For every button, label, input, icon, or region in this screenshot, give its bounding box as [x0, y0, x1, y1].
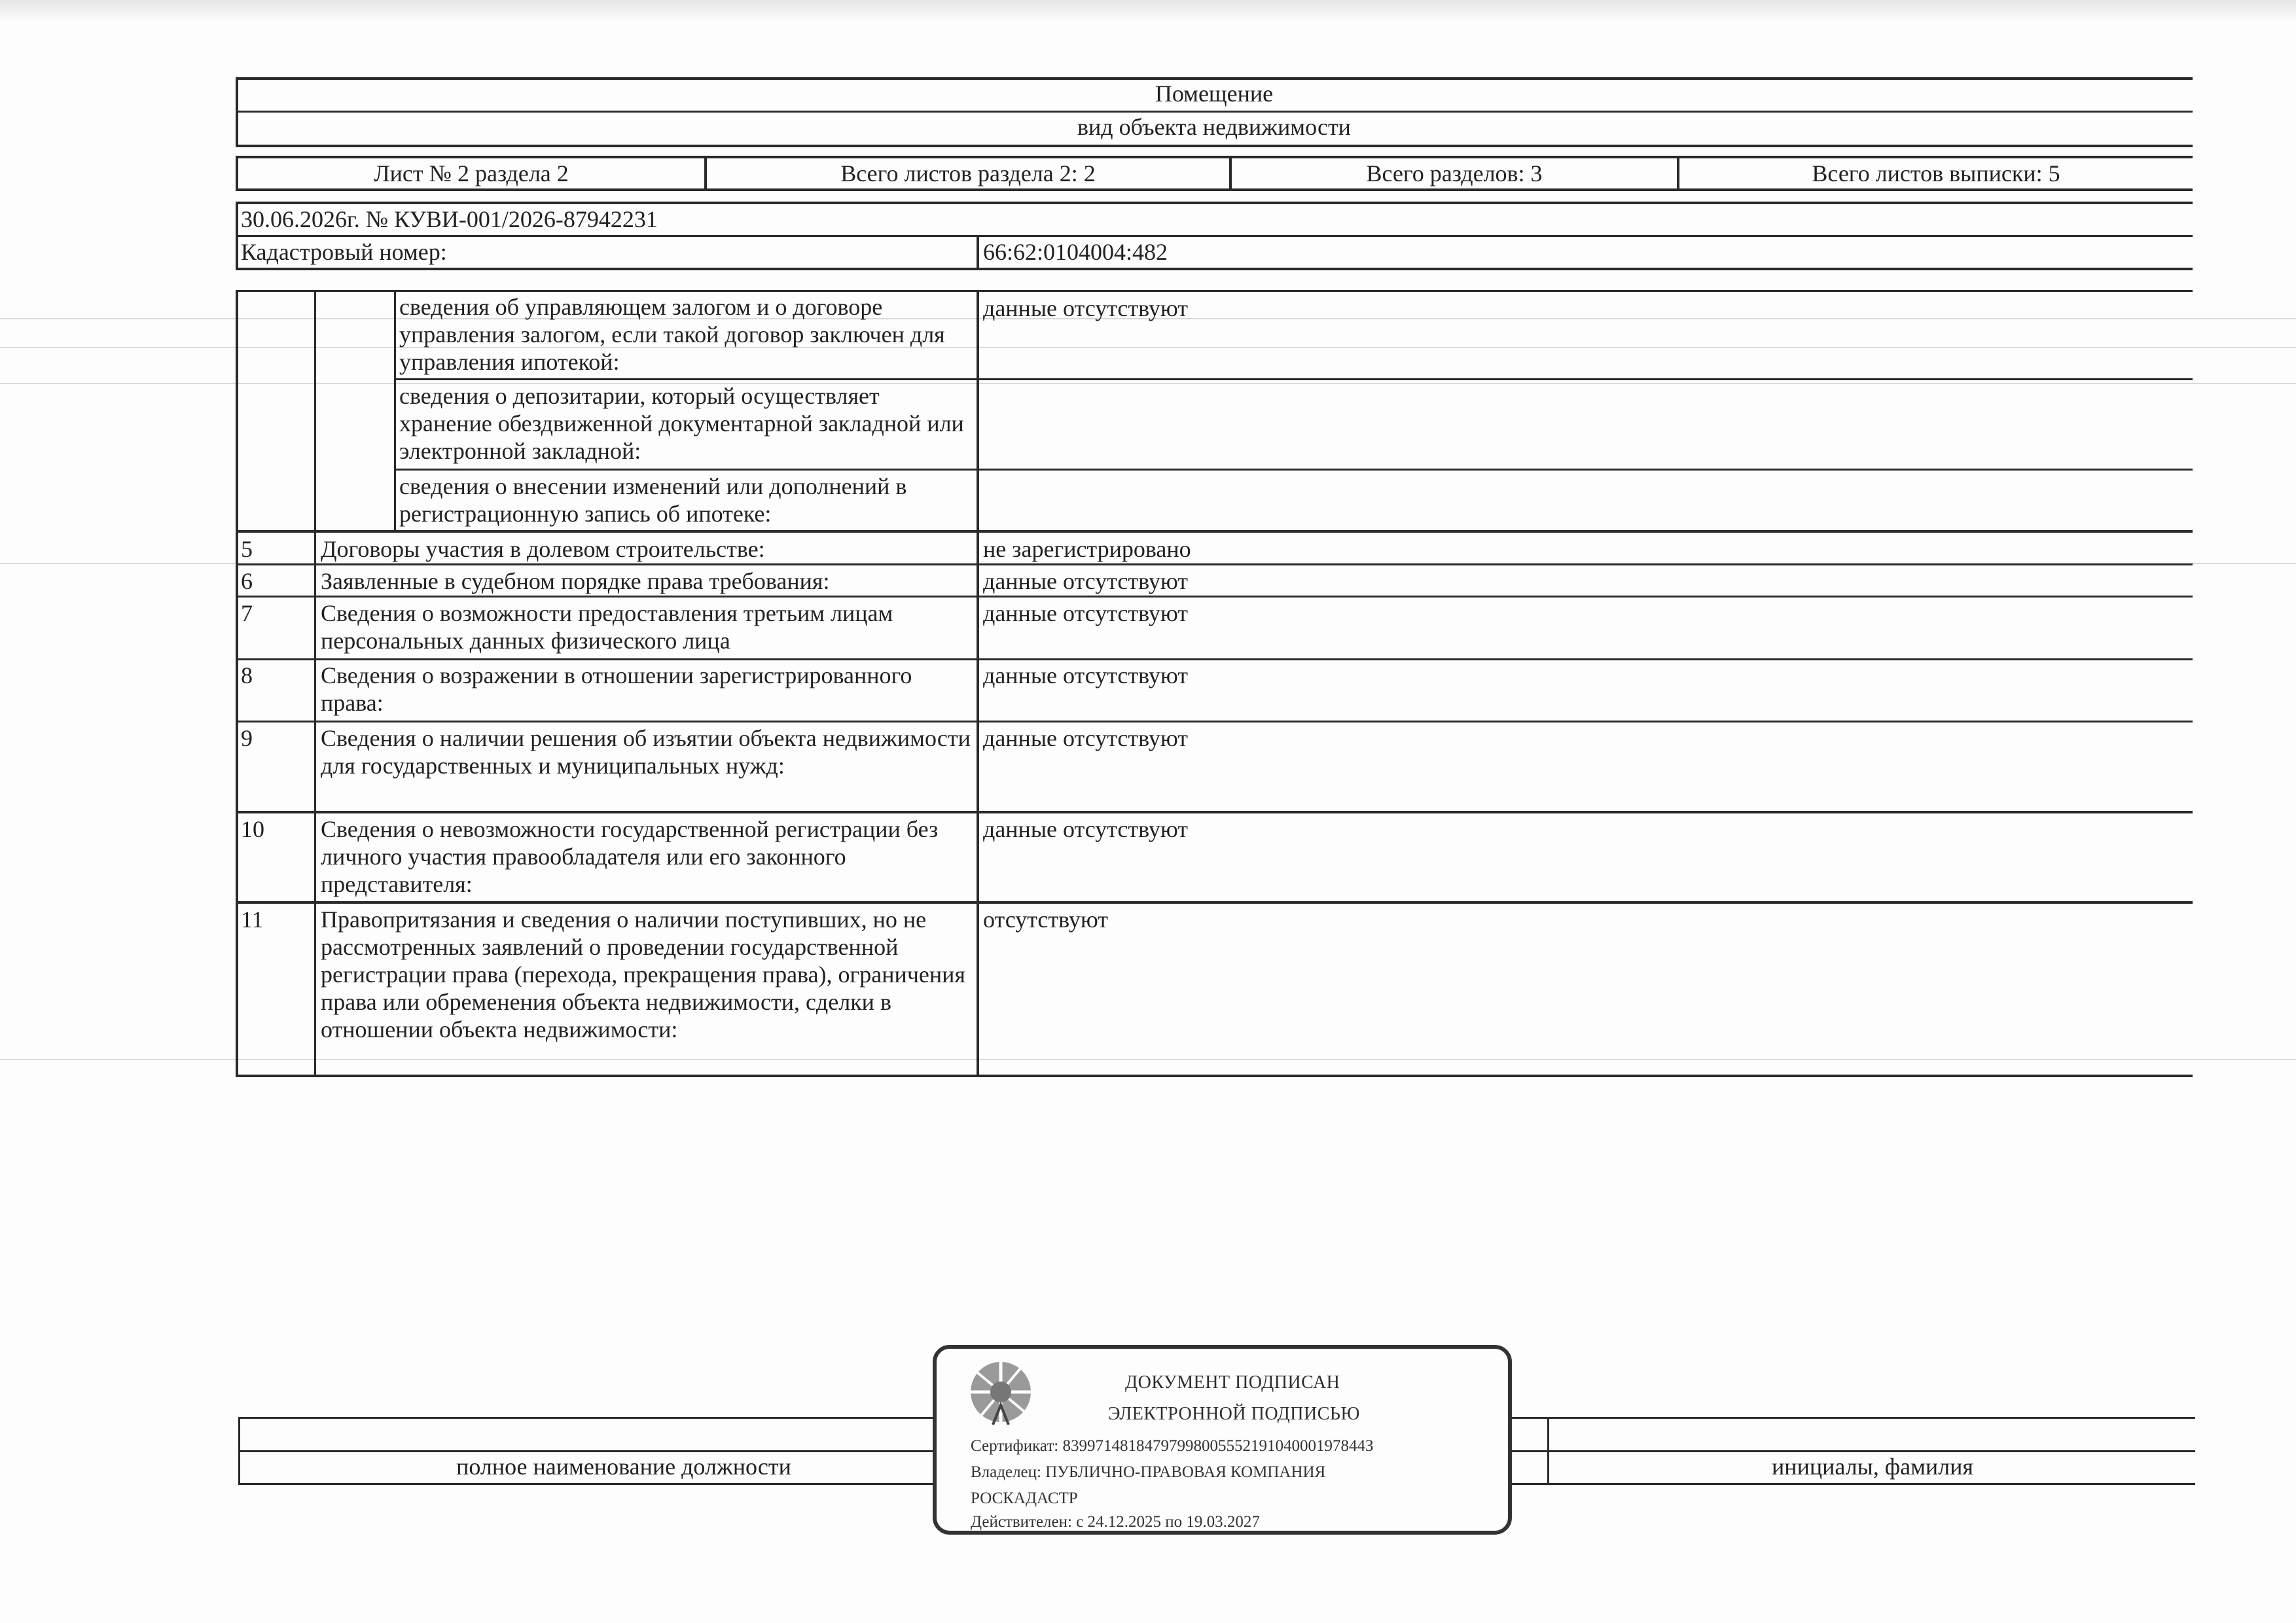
row-number: 9 — [241, 725, 253, 751]
row-label: Правопритязания и сведения о наличии поступивших, но не рассмотренных заявлений о проведении государственной регистрации права (перехода, прекращения права), ограничения права или обременения объекта недвижимости, сделки в отношении объекта недвижимости: — [321, 906, 965, 1043]
row-label: Договоры участия в долевом строительстве: — [321, 536, 765, 562]
subrow-label: сведения о депозитарии, который осуществляет хранение обездвиженной документарной закладной или электронной закладной: — [399, 383, 964, 464]
stamp-certificate: Сертификат: 8399714818479799800555219104000197844З — [971, 1437, 1374, 1455]
sheet-number: Лист № 2 раздела 2 — [374, 160, 569, 187]
subrow-value: данные отсутствуют — [983, 295, 1188, 321]
stamp-validity: Действителен: с 24.12.2025 по 19.03.2027 — [971, 1513, 1260, 1531]
row-value: данные отсутствуют — [983, 568, 1188, 594]
row-value: данные отсутствуют — [983, 600, 1188, 626]
stamp-owner: Владелец: ПУБЛИЧНО-ПРАВОВАЯ КОМПАНИЯ — [971, 1463, 1326, 1481]
cadastral-label: Кадастровый номер: — [241, 239, 447, 265]
scan-artifact-line — [0, 383, 2296, 384]
scan-artifact-line — [0, 347, 2296, 348]
row-number: 8 — [241, 662, 253, 688]
total-sheets-section: Всего листов раздела 2: 2 — [840, 160, 1096, 187]
subrow-label: сведения о внесении изменений или дополнений в регистрационную запись об ипотеке: — [399, 473, 907, 527]
row-value: не зарегистрировано — [983, 536, 1191, 562]
subrow-label: сведения об управляющем залогом и о договоре управления залогом, если такой договор заключен для управления ипотекой: — [399, 294, 945, 375]
row-label: Сведения о наличии решения об изъятии объекта недвижимости для государственных и муниципальных нужд: — [321, 725, 971, 779]
row-value: данные отсутствуют — [983, 725, 1188, 751]
row-value: данные отсутствуют — [983, 816, 1188, 842]
e-signature-stamp — [933, 1345, 1512, 1535]
cadastral-number: 66:62:0104004:482 — [983, 239, 1168, 265]
row-number: 7 — [241, 600, 253, 626]
scan-shade — [0, 0, 2296, 22]
stamp-title-line1: ДОКУМЕНТ ПОДПИСАН — [1125, 1372, 1340, 1393]
name-caption: инициалы, фамилия — [1772, 1454, 1973, 1480]
row-number: 11 — [241, 906, 264, 933]
row-value: отсутствуют — [983, 906, 1109, 933]
row-number: 5 — [241, 536, 253, 562]
row-label: Сведения о невозможности государственной регистрации без личного участия правообладателя или его законного представителя: — [321, 816, 939, 897]
row-value: данные отсутствуют — [983, 662, 1188, 688]
row-label: Сведения о возражении в отношении зарегистрированного права: — [321, 662, 912, 716]
row-number: 6 — [241, 568, 253, 594]
position-caption: полное наименование должности — [456, 1454, 791, 1480]
scan-artifact-line — [0, 1059, 2296, 1060]
row-label: Сведения о возможности предоставления третьим лицам персональных данных физического лица — [321, 600, 893, 654]
object-type: Помещение — [1155, 80, 1274, 107]
total-sheets-extract: Всего листов выписки: 5 — [1812, 160, 2060, 187]
stamp-owner-name: РОСКАДАСТР — [971, 1489, 1078, 1507]
row-number: 10 — [241, 816, 264, 842]
total-sections: Всего разделов: 3 — [1366, 160, 1543, 187]
extract-date-number: 30.06.2026г. № КУВИ-001/2026-87942231 — [241, 206, 658, 232]
roskadastr-logo-icon — [968, 1359, 1033, 1425]
stamp-title-line2: ЭЛЕКТРОННОЙ ПОДПИСЬЮ — [1108, 1404, 1360, 1424]
object-type-caption: вид объекта недвижимости — [1077, 114, 1351, 140]
row-label: Заявленные в судебном порядке права требования: — [321, 568, 830, 594]
